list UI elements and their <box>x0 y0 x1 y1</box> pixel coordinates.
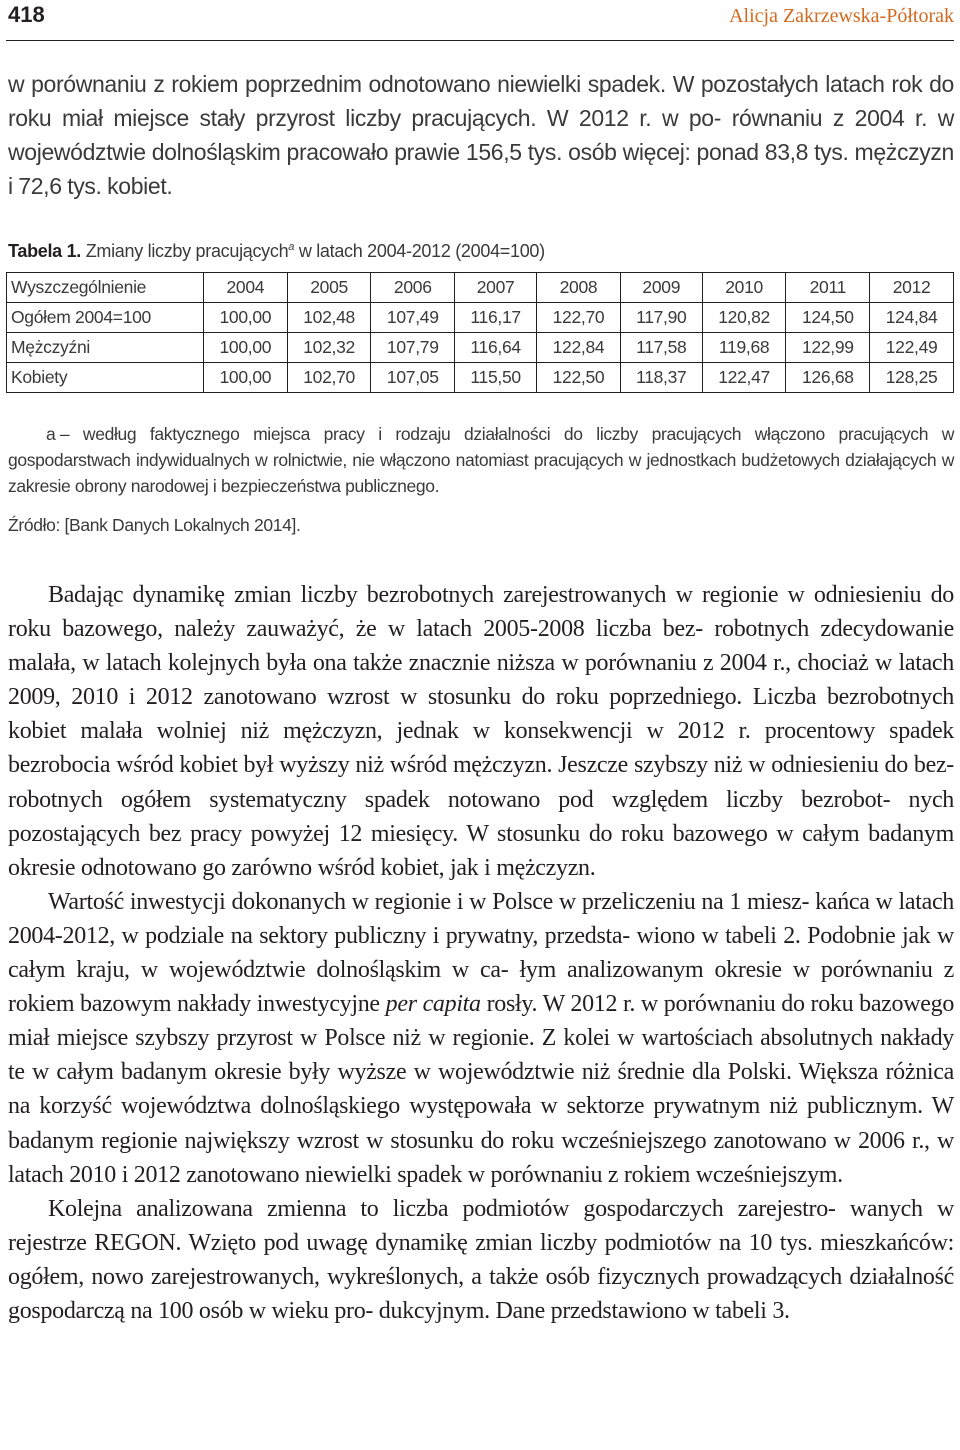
table-cell: 117,90 <box>620 303 702 333</box>
table-header-cell: 2010 <box>702 273 786 303</box>
body-paragraph-part: rosły. W 2012 r. w porównaniu do roku bazowego miał miejsce szybszy przyrost w Polsce niż w regionie. Z kolei w wartościach absolutnych nakłady te w całym badanym okresie były wyższe w województwie niż średnie dla Polski. Większa różnica na korzyść województwa dolnośląskiego występowała w sektorze prywatnym niż publicznym. W badanym regionie największy wzrost w stosunku do roku wcześniejszego zanotowano w 2006 r., w latach 2010 i 2012 zanotowano niewielki spadek w porównaniu z rokiem wcześniejszym. <box>8 991 955 1188</box>
table-cell: 107,79 <box>371 333 455 363</box>
table-cell: 119,68 <box>702 333 786 363</box>
table-row <box>7 333 954 363</box>
employment-change-table <box>6 272 954 393</box>
table-cell: 122,50 <box>537 363 621 393</box>
table-row <box>7 363 954 393</box>
table-header-cell: 2005 <box>287 273 371 303</box>
table-cell: 122,99 <box>786 333 870 363</box>
table-cell: 124,84 <box>870 303 954 333</box>
table-cell: Kobiety <box>7 363 204 393</box>
table-cell: 102,32 <box>287 333 371 363</box>
table-caption-tail: w latach 2004-2012 (2004=100) <box>298 241 545 261</box>
table-cell: 120,82 <box>702 303 786 333</box>
table-cell: 128,25 <box>870 363 954 393</box>
table-caption-footnote-mark: a <box>288 241 295 253</box>
table-cell: Ogółem 2004=100 <box>7 303 204 333</box>
table-cell: 100,00 <box>204 333 288 363</box>
table-header-cell: 2012 <box>870 273 954 303</box>
table-header-cell: 2011 <box>786 273 870 303</box>
running-head-author: Alicja Zakrzewska-Półtorak <box>729 5 954 27</box>
table-header-cell: Wyszczególnienie <box>7 273 204 303</box>
body-paragraph: Kolejna analizowana zmienna to liczba podmiotów gospodarczych zarejestro- wanych w rejestrze REGON. Wzięto pod uwagę dynamikę zmian liczby podmiotów na 10 tys. mieszkańców: ogółem, nowo zarejestrowanych, wykreślonych, a także osób fizycznych prowadzących działalność gospodarczą na 100 osób w wieku pro- dukcyjnym. Dane przedstawiono w tabeli 3. <box>8 1195 954 1324</box>
intro-paragraph-block <box>8 67 954 203</box>
table-cell: Mężczyźni <box>7 333 204 363</box>
table-cell: 122,49 <box>870 333 954 363</box>
body-paragraph <box>8 885 954 1192</box>
table-cell: 102,70 <box>287 363 371 393</box>
table-cell: 100,00 <box>204 363 288 393</box>
table-cell: 107,49 <box>371 303 455 333</box>
body-text <box>8 578 954 1328</box>
table-footnote-block <box>8 421 954 538</box>
table-cell: 100,00 <box>204 303 288 333</box>
table-header-cell: 2004 <box>204 273 288 303</box>
table-header-cell: 2007 <box>455 273 537 303</box>
table-cell: 116,64 <box>455 333 537 363</box>
table-cell: 118,37 <box>620 363 702 393</box>
table-header-row <box>7 273 954 303</box>
table-cell: 107,05 <box>371 363 455 393</box>
table-row <box>7 303 954 333</box>
table-cell: 124,50 <box>786 303 870 333</box>
table-cell: 122,47 <box>702 363 786 393</box>
body-paragraph-part: Wartość inwestycji dokonanych w regionie i w Polsce w przeliczeniu na 1 miesz- kańca w latach 2004-2012, w podziale na sektory publiczny i prywatny, przedsta- wiono w tabeli 2. Podobnie jak w całym kraju, w województwie dolnośląskim w ca- łym analizowanym okresie w porównaniu z rokiem bazowym nakłady inwestycyjne <box>8 888 954 1018</box>
table-cell: 122,84 <box>537 333 621 363</box>
table-source-note: Źródło: [Bank Danych Lokalnych 2014]. <box>8 515 301 535</box>
intro-paragraph: w porównaniu z rokiem poprzednim odnotowano niewielki spadek. W pozostałych latach rok do roku miał miejsce stały przyrost liczby pracujących. W 2012 r. w po- równaniu z 2004 r. w województwie dolnośląskim pracowało prawie 156,5 tys. osób więcej: ponad 83,8 tys. mężczyzn i 72,6 tys. kobiet. <box>8 71 954 199</box>
italic-term: per capita <box>385 991 481 1018</box>
page-header <box>6 0 954 41</box>
table-cell: 117,58 <box>620 333 702 363</box>
table-footnote <box>8 421 954 499</box>
footnote-text: według faktycznego miejsca pracy i rodzaju działalności do liczby pracujących włączono pracujących w gospodarstwach indywidualnych w rolnictwie, nie włączono natomiast pracujących w jednostkach budżetowych działających w zakresie obrony narodowej i bezpieczeństwa publicznego. <box>8 424 954 496</box>
table-cell: 115,50 <box>455 363 537 393</box>
footnote-mark: a – <box>46 424 70 444</box>
table-caption-label: Tabela 1. <box>8 241 82 261</box>
table-caption <box>8 235 545 263</box>
table-cell: 122,70 <box>537 303 621 333</box>
table-caption-text: Zmiany liczby pracujących <box>85 241 289 261</box>
table-header-cell: 2006 <box>371 273 455 303</box>
table-cell: 102,48 <box>287 303 371 333</box>
page-number: 418 <box>8 2 45 27</box>
table-cell: 126,68 <box>786 363 870 393</box>
body-paragraph: Badając dynamikę zmian liczby bezrobotnych zarejestrowanych w regionie w odniesieniu do roku bazowego, należy zauważyć, że w latach 2005-2008 liczba bez- robotnych zdecydowanie malała, w latach kolejnych była ona także znacznie niższa w porównaniu z 2004 r., chociaż w latach 2009, 2010 i 2012 zanotowano wzrost w stosunku do roku poprzedniego. Liczba bezrobotnych kobiet malała wolniej niż mężczyzn, jednak w konsekwencji w 2012 r. procentowy spadek bezrobocia wśród kobiet był wyższy niż wśród mężczyzn. Jeszcze szybszy niż w odniesieniu do bez- robotnych ogółem systematyczny spadek notowano pod względem liczby bezrobot- nych pozostających bez pracy powyżej 12 miesięcy. W stosunku do roku bazowego w całym badanym okresie odnotowano go zarówno wśród kobiet, jak i mężczyzn. <box>8 582 954 881</box>
table-header-cell: 2008 <box>537 273 621 303</box>
table-cell: 116,17 <box>455 303 537 333</box>
table-header-cell: 2009 <box>620 273 702 303</box>
